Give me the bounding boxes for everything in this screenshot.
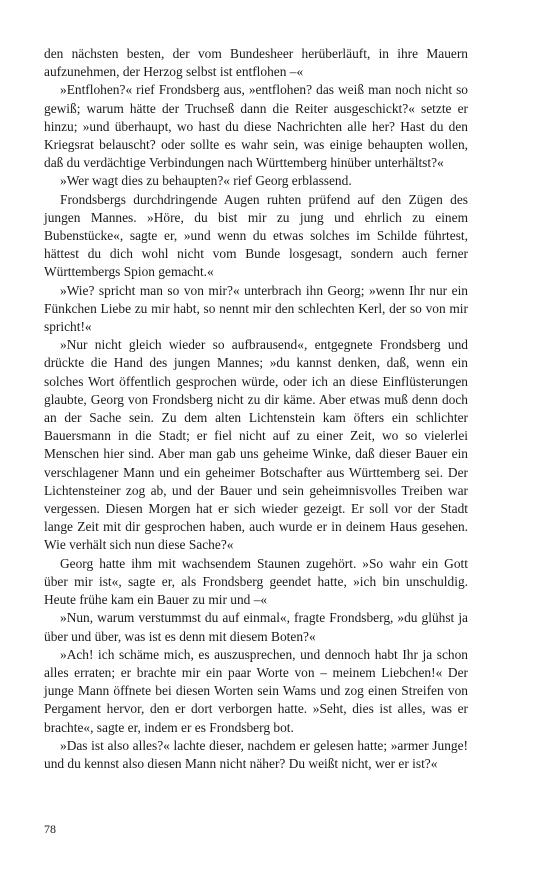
paragraph: »Nun, warum verstummst du auf einmal«, fragte Frondsberg, »du glühst ja über und über, was ist es denn mit diesem Boten?« [44, 610, 468, 644]
paragraph: »Nur nicht gleich wieder so aufbrausend«, entgegnete Frondsberg und drückte die Hand des jungen Mannes; »du kannst denken, daß, wenn ein solches Wort öffentlich gesprochen würde, oder ich an diese Einflüsterungen glaubte, Georg von Frondsberg nicht zu dir käme. Aber etwas muß denn doch an der Sache sein. Zu dem alten Lichtenstein kam öfters ein schlichter Bauersmann in die Stadt; er fiel nicht auf zu einer Zeit, wo so vielerlei Menschen hier sind. Aber man gab uns geheime Winke, daß dieser Bauer ein verschlagener Mann und ein geheimer Botschafter aus Württemberg sei. Der Lichtensteiner zog ab, und der Bauer und sein geheimnisvolles Treiben war vergessen. Diesen Morgen hat er sich wieder gezeigt. Er soll vor der Stadt lange Zeit mit dir gesprochen haben, auch wurde er in deinem Haus gesehen. Wie verhält sich nun diese Sache?« [44, 337, 468, 553]
paragraph: »Entflohen?« rief Frondsberg aus, »entflohen? das weiß man noch nicht so gewiß; warum hätte der Truchseß dann die Reiter ausgeschickt?« setzte er hinzu; »und überhaupt, wo hast du diese Nachrichten alle her? Hast du den Kriegsrat belauscht? oder sollte es wahr sein, was einige behaupten wollen, daß du verdächtige Verbindungen nach Württemberg hinüber unterhältst?« [44, 82, 468, 171]
paragraph: »Wer wagt dies zu behaupten?« rief Georg erblassend. [60, 173, 352, 189]
page-body [44, 45, 468, 773]
paragraph: Georg hatte ihm mit wachsendem Staunen zugehört. »So wahr ein Gott über mir ist«, sagte er, als Frondsberg geendet hatte, »ich bin unschuldig. Heute frühe kam ein Bauer zu mir und –« [44, 555, 468, 608]
page-number: 78 [44, 822, 56, 836]
paragraph: »Wie? spricht man so von mir?« unterbrach ihn Georg; »wenn Ihr nur ein Fünkchen Liebe zu mir habt, so nennt mir den schlechten Kerl, der so von mir spricht!« [44, 282, 468, 335]
paragraph: »Das ist also alles?« lachte dieser, nachdem er gelesen hatte; »armer Junge! und du kennst also diesen Mann nicht näher? Du weißt nicht, wer er ist?« [44, 737, 468, 771]
paragraph: »Ach! ich schäme mich, es auszusprechen, und dennoch habt Ihr ja schon alles erraten; er brachte mir ein paar Worte von – meinem Liebchen!« Der junge Mann öffnete bei diesen Worten sein Wams und zog einen Streifen von Pergament hervor, den er dort verborgen hatte. »Seht, dies ist alles, was er brachte«, sagte er, indem er es Frondsberg bot. [44, 646, 468, 735]
paragraph: Frondsbergs durchdringende Augen ruhten prüfend auf den Zügen des jungen Mannes. »Höre, du bist mir zu jung und ehrlich zu einem Bubenstücke«, sagte er, »und wenn du etwas solches im Schilde führtest, hättest du dich wohl nicht vom Bunde losgesagt, sondern auch ferner Württembergs Spion gemacht.« [44, 191, 468, 280]
paragraph: den nächsten besten, der vom Bundesheer herüberläuft, in ihre Mauern aufzunehmen, der Herzog selbst ist entflohen –« [44, 46, 468, 80]
